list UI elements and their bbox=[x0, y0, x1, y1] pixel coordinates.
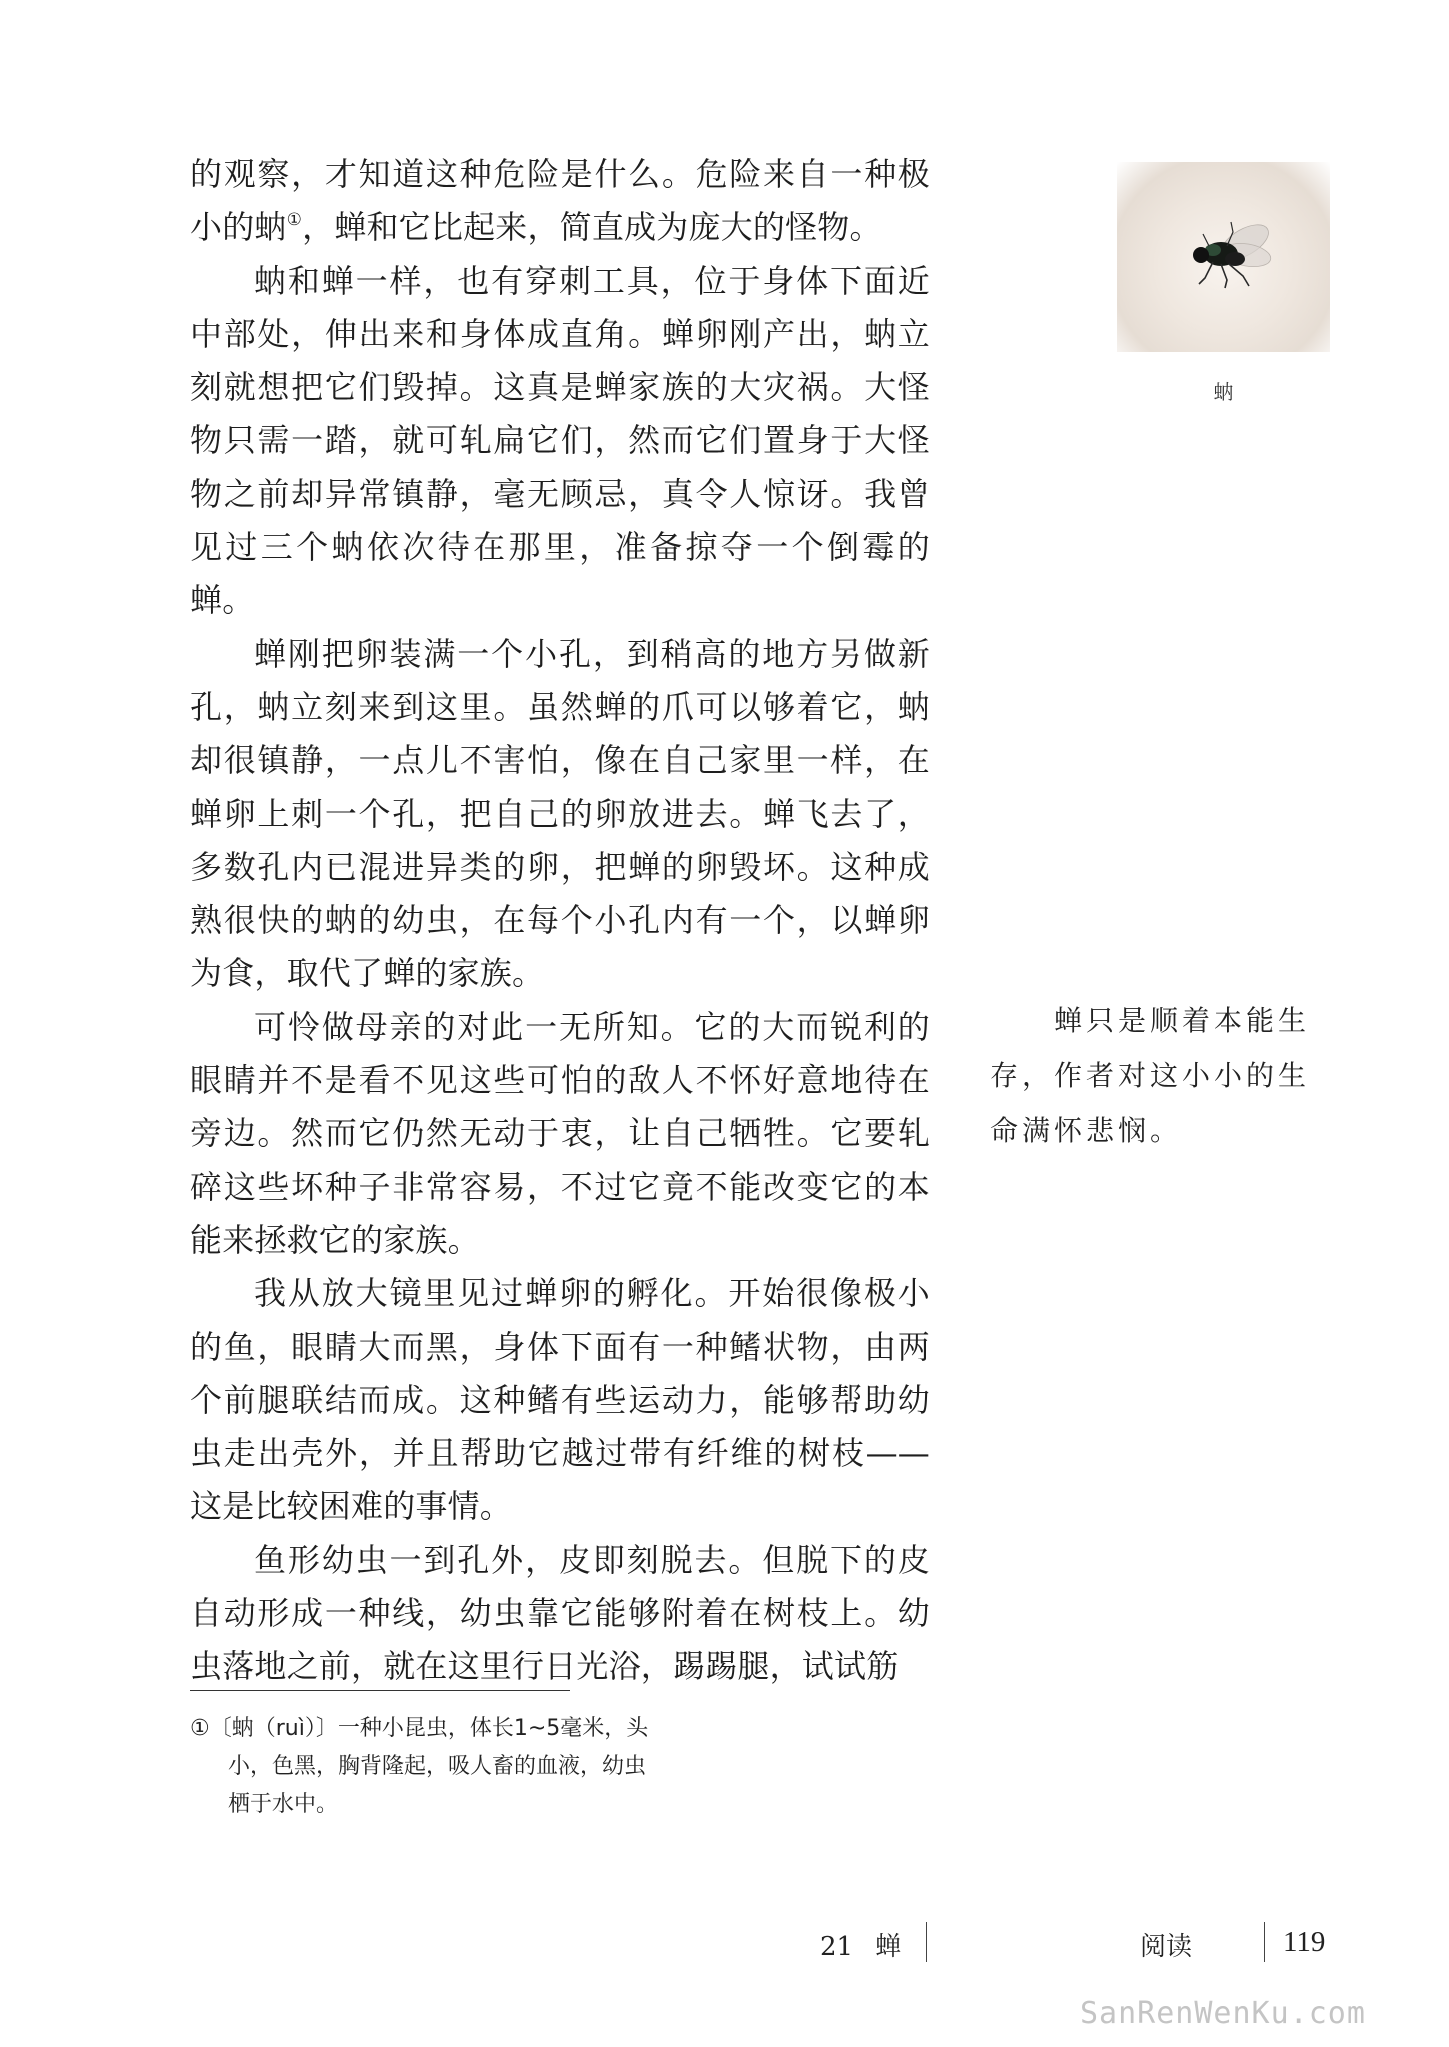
paragraph-3: 蝉刚把卵装满一个小孔，到稍高的地方另做新孔，蚋立刻来到这里。虽然蝉的爪可以够着它，蚋却很镇静，一点儿不害怕，像在自己家里一样，在蝉卵上刺一个孔，把自己的卵放进去。蝉飞去了，多数孔内已混进异类的卵，把蝉的卵毁坏。这种成熟很快的蚋的幼虫，在每个小孔内有一个，以蝉卵为食，取代了蝉的家族。 bbox=[190, 634, 930, 993]
gnat-photo bbox=[1117, 162, 1330, 352]
paragraph-1 bbox=[190, 148, 930, 255]
margin-note: 蝉只是顺着本能生存，作者对这小小的生命满怀悲悯。 bbox=[990, 1004, 1311, 1147]
footer-section: 阅读 bbox=[1140, 1932, 1193, 1962]
footnote-divider bbox=[190, 1690, 570, 1691]
footnote-line-2: 小，色黑，胸背隆起，吸人畜的血液，幼虫 bbox=[228, 1754, 647, 1779]
paragraph-5: 我从放大镜里见过蝉卵的孵化。开始很像极小的鱼，眼睛大而黑，身体下面有一种鳍状物，由两个前腿联结而成。这种鳍有些运动力，能够帮助幼虫走出壳外，并且帮助它越过带有纤维的树枝——这是比较困难的事情。 bbox=[190, 1274, 930, 1526]
footnote-reference[interactable]: ① bbox=[286, 209, 303, 230]
watermark: SanRenWenKu.com bbox=[1080, 1996, 1366, 2031]
paragraph-4: 可怜做母亲的对此一无所知。它的大而锐利的眼睛并不是看不见这些可怕的敌人不怀好意地待在旁边。然而它仍然无动于衷，让自己牺牲。它要轧碎这些坏种子非常容易，不过它竟不能改变它的本能来拯救它的家族。 bbox=[190, 1007, 930, 1259]
paragraph-1-text: 的观察，才知道这种危险是什么。危险来自一种极小的蚋 bbox=[190, 155, 930, 247]
footnote-line-3: 栖于水中。 bbox=[228, 1792, 339, 1817]
paragraph-2: 蚋和蝉一样，也有穿刺工具，位于身体下面近中部处，伸出来和身体成直角。蝉卵刚产出，蚋立刻就想把它们毁掉。这真是蝉家族的大灾祸。大怪物只需一踏，就可轧扁它们，然而它们置身于大怪物之前却异常镇静，毫无顾忌，真令人惊讶。我曾见过三个蚋依次待在那里，准备掠夺一个倒霉的蝉。 bbox=[190, 261, 930, 620]
main-text bbox=[190, 148, 930, 1694]
footer-chapter bbox=[820, 1926, 901, 1963]
photo-caption: 蚋 bbox=[1213, 380, 1234, 404]
chapter-number: 21 bbox=[820, 1932, 854, 1962]
paragraph-1-text-after: ，蝉和它比起来，简直成为庞大的怪物。 bbox=[302, 208, 882, 247]
footnote bbox=[190, 1710, 750, 1824]
chapter-title: 蝉 bbox=[875, 1932, 902, 1962]
gnat-icon bbox=[1117, 162, 1330, 352]
paragraph-6: 鱼形幼虫一到孔外，皮即刻脱去。但脱下的皮自动形成一种线，幼虫靠它能够附着在树枝上。幼虫落地之前，就在这里行日光浴，踢踢腿，试试筋 bbox=[190, 1540, 930, 1686]
page-number: 119 bbox=[1283, 1926, 1326, 1958]
footer-divider-right bbox=[1264, 1922, 1265, 1962]
footnote-line-1: ①〔蚋（ruì）〕一种小昆虫，体长1~5毫米，头 bbox=[190, 1716, 649, 1741]
footer-divider-left bbox=[926, 1922, 927, 1962]
